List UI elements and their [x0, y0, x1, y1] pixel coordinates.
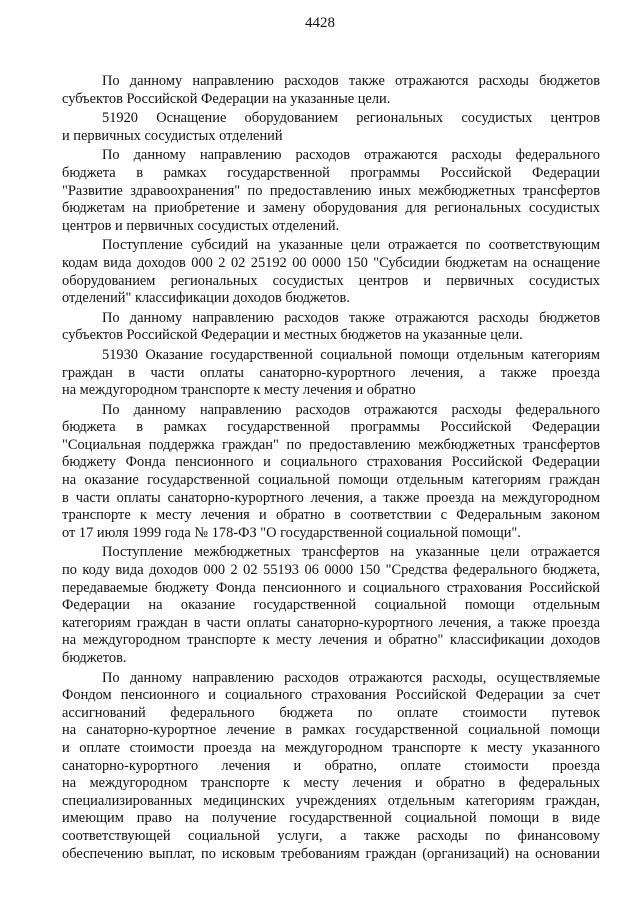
text-line: и первичных сосудистых отделений	[62, 127, 283, 144]
text-line: По данному направлению расходов отражаются расходы федерального	[102, 401, 600, 418]
text-line: категориям граждан в части оплаты санаторно-курортного лечения, а также проезда	[62, 614, 600, 631]
text-line: по коду вида доходов 000 2 02 55193 06 0000 150 "Средства федерального бюджета,	[62, 562, 600, 579]
text-line: "Социальная поддержка граждан" по предоставлению межбюджетных трансфертов	[62, 436, 600, 453]
text-line: Поступление субсидий на указанные цели отражается по соответствующим	[102, 237, 600, 254]
text-line: По данному направлению расходов отражаются расходы, осуществляемые	[102, 669, 600, 686]
text-line: субъектов Российской Федерации на указанные цели.	[62, 90, 391, 107]
document-body	[62, 73, 600, 863]
text-line: от 17 июля 1999 года № 178-ФЗ "О государственной социальной помощи".	[62, 524, 521, 541]
text-line: центров и первичных сосудистых отделений.	[62, 217, 340, 234]
text-line: кодам вида доходов 000 2 02 25192 00 0000 150 "Субсидии бюджетам на оснащение	[62, 254, 600, 271]
text-line: бюджетам на приобретение и замену оборудования для региональных сосудистых	[62, 200, 600, 217]
text-line: на оказание государственной социальной помощи отдельным категориям граждан	[62, 472, 600, 489]
text-line: бюджету Фонда пенсионного и социального страхования Российской Федерации	[62, 454, 600, 471]
text-line: По данному направлению расходов также отражаются расходы бюджетов	[102, 73, 600, 89]
text-line: По данному направлению расходов также отражаются расходы бюджетов	[102, 309, 600, 326]
text-line: ассигнований федерального бюджета по оплате стоимости путевок	[62, 704, 600, 721]
text-line: на санаторно-курортное лечение в рамках государственной социальной помощи	[62, 722, 600, 739]
page-number: 4428	[305, 15, 335, 31]
text-line: отделений" классификации доходов бюджетов.	[62, 290, 350, 307]
text-line: специализированных медицинских учреждениях отдельным категориям граждан,	[62, 792, 600, 809]
text-line: субъектов Российской Федерации и местных бюджетов на указанные цели.	[62, 327, 523, 344]
text-line: Фондом пенсионного и социального страхования Российской Федерации за счет	[62, 687, 600, 704]
text-line: передаваемые бюджету Фонда пенсионного и социального страхования Российской	[62, 579, 600, 596]
text-line: в части оплаты санаторно-курортного лечения, а также проезда на междугородном	[62, 489, 600, 506]
text-line: оборудованием региональных сосудистых центров и первичных сосудистых	[62, 272, 600, 289]
text-line: По данному направлению расходов отражаются расходы федерального	[102, 147, 600, 164]
text-line: Федерации на оказание государственной социальной помощи отдельным	[62, 597, 600, 614]
text-line: на междугородном транспорте к месту лечения и обратно в федеральных	[62, 775, 600, 792]
text-line: транспорте к месту лечения и обратно в соответствии с Федеральным законом	[62, 507, 600, 524]
text-line: бюджета в рамках государственной программы Российской Федерации	[62, 164, 600, 181]
text-line: бюджета в рамках государственной программы Российской Федерации	[62, 419, 600, 436]
text-line: имеющим право на получение государственной социальной помощи в виде	[62, 810, 600, 827]
text-line: бюджетов.	[62, 650, 127, 666]
text-line: на междугородном транспорте к месту лечения и обратно" классификации доходов	[62, 632, 600, 649]
text-line: 51930 Оказание государственной социальной помощи отдельным категориям	[102, 346, 600, 363]
text-line: Поступление межбюджетных трансфертов на указанные цели отражается	[102, 544, 600, 561]
text-line: и оплате стоимости проезда на междугородном транспорте к месту указанного	[62, 739, 600, 756]
text-line: 51920 Оснащение оборудованием региональных сосудистых центров	[102, 110, 600, 127]
text-line: обеспечению выплат, по исковым требованиям граждан (организаций) на основании	[62, 845, 600, 862]
text-line: на междугородном транспорте к месту лечения и обратно	[62, 382, 416, 399]
text-line: санаторно-курортного лечения и обратно, оплате стоимости проезда	[62, 757, 600, 774]
text-line: "Развитие здравоохранения" по предоставлению иных межбюджетных трансфертов	[62, 182, 600, 199]
text-line: граждан в части оплаты санаторно-курортного лечения, а также проезда	[62, 364, 600, 381]
text-line: соответствующей социальной услуги, а также расходы по финансовому	[62, 827, 600, 844]
